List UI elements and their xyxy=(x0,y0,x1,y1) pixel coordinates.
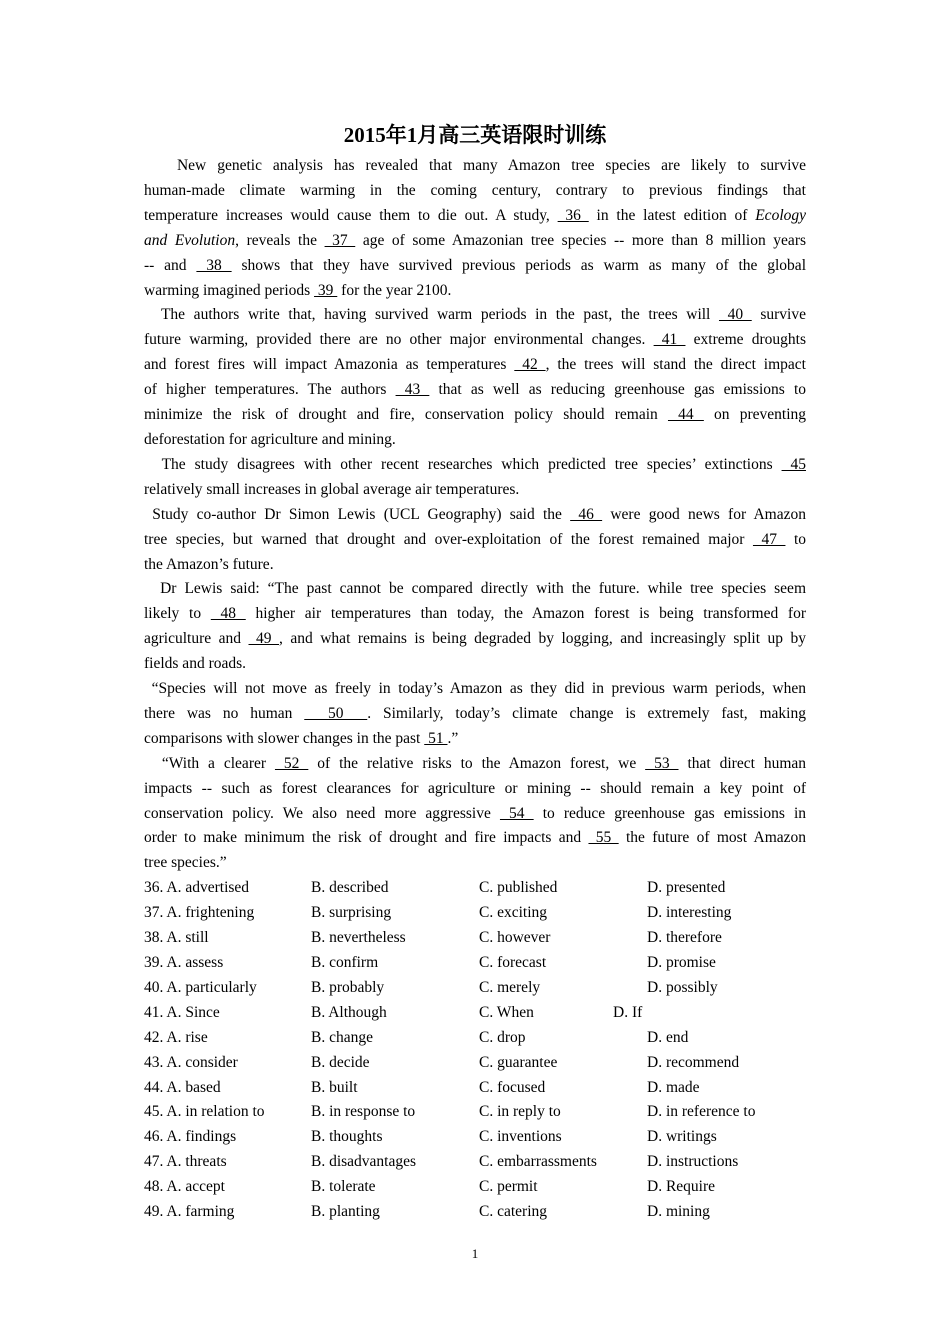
option-a: 36. A. advertised xyxy=(144,879,250,897)
answer-blank: 55 xyxy=(588,829,619,847)
option-a: 39. A. assess xyxy=(144,954,224,971)
option-b: B. Although xyxy=(311,1003,387,1021)
option-c: C. catering xyxy=(479,1203,548,1221)
option-b: B. surprising xyxy=(311,904,392,922)
journal-title: and Evolution xyxy=(144,231,236,249)
option-d: D. therefore xyxy=(647,929,722,947)
text-line: human-made climate warming in the coming century, contrary to previous findings that xyxy=(144,181,806,199)
option-b: B. decide xyxy=(311,1053,370,1071)
option-c: C. published xyxy=(479,879,558,897)
passage-paragraph xyxy=(144,677,806,752)
option-d: D. in reference to xyxy=(647,1103,756,1121)
option-c: C. exciting xyxy=(479,904,548,922)
option-b: B. change xyxy=(311,1028,373,1046)
text-line: and forest fires will impact Amazonia as temperatures 42 , the trees will stand the direct impact xyxy=(144,356,806,374)
answer-blank: 53 xyxy=(645,754,679,772)
document-page xyxy=(144,116,806,1225)
option-b: B. confirm xyxy=(311,954,379,971)
option-b: B. thoughts xyxy=(311,1128,383,1146)
text-line: New genetic analysis has revealed that many Amazon tree species are likely to survive xyxy=(176,157,807,174)
answer-blank: 54 xyxy=(499,804,534,822)
document-title: 2015年1月高三英语限时训练 xyxy=(343,123,607,147)
text-line: minimize the risk of drought and fire, conservation policy should remain 44 on preventing xyxy=(144,406,806,424)
option-row xyxy=(144,1175,806,1200)
option-b: B. tolerate xyxy=(311,1178,376,1196)
answer-blank: 52 xyxy=(274,754,309,772)
text-line: conservation policy. We also need more aggressive 54 to reduce greenhouse gas emissions in xyxy=(144,804,806,822)
text-line: of higher temperatures. The authors 43 that as well as reducing greenhouse gas emissions to xyxy=(144,381,806,399)
option-row xyxy=(144,1150,806,1175)
option-d: D. promise xyxy=(647,954,716,971)
option-b: B. disadvantages xyxy=(311,1153,417,1171)
answer-blank: 49 xyxy=(248,630,279,648)
answer-blank: 41 xyxy=(653,331,686,349)
answer-blank: 42 xyxy=(514,356,546,374)
text-line: impacts -- such as forest clearances for agriculture or mining -- should remain a key point of xyxy=(144,779,806,797)
passage-paragraph xyxy=(144,303,806,452)
text-line: -- and 38 shows that they have survived previous periods as warm as many of the global xyxy=(144,256,806,274)
option-a: 46. A. findings xyxy=(144,1128,237,1146)
text-line: The authors write that, having survived warm periods in the past, the trees will 40 survive xyxy=(160,306,806,324)
option-row xyxy=(144,1001,806,1026)
option-row xyxy=(144,926,806,951)
option-a: 37. A. frightening xyxy=(144,904,255,922)
option-b: B. nevertheless xyxy=(311,929,406,947)
option-d: D. end xyxy=(647,1028,689,1046)
text-line: likely to 48 higher air temperatures than today, the Amazon forest is being transformed for xyxy=(144,605,806,623)
option-d: D. interesting xyxy=(647,904,732,922)
option-row xyxy=(144,1200,806,1225)
option-b: B. in response to xyxy=(311,1103,416,1121)
text-line: there was no human 50 . Similarly, today’s climate change is extremely fast, making xyxy=(144,704,806,722)
text-line: the Amazon’s future. xyxy=(144,555,274,573)
option-d: D. recommend xyxy=(647,1053,740,1071)
passage-paragraph xyxy=(144,752,806,877)
option-c: C. however xyxy=(479,929,551,947)
passage-paragraph xyxy=(144,154,806,303)
option-c: C. guarantee xyxy=(479,1053,558,1071)
text-line: warming imagined periods 39 for the year 2100. xyxy=(144,281,452,299)
text-line: Dr Lewis said: “The past cannot be compared directly with the future. while tree species seem xyxy=(160,580,806,598)
option-row xyxy=(144,976,806,1001)
option-row xyxy=(144,1051,806,1076)
text-line: tree species, but warned that drought and over-exploitation of the forest remained major 47 to xyxy=(144,530,807,548)
answer-blank: 45 xyxy=(781,455,806,473)
option-row xyxy=(144,1026,806,1051)
answer-blank: 37 xyxy=(324,231,356,249)
option-d: D. instructions xyxy=(647,1153,739,1171)
option-b: B. planting xyxy=(311,1203,380,1221)
answer-blank: 39 xyxy=(314,281,338,299)
option-row xyxy=(144,876,806,901)
option-d: D. possibly xyxy=(647,978,718,996)
text-line: fields and roads. xyxy=(144,655,247,673)
option-c: C. in reply to xyxy=(479,1103,561,1121)
text-line: comparisons with slower changes in the past 51 .” xyxy=(144,729,459,747)
option-row xyxy=(144,1076,806,1101)
option-d: D. If xyxy=(613,1003,643,1021)
option-a: 38. A. still xyxy=(144,929,209,947)
option-b: B. probably xyxy=(311,978,385,996)
answer-blank: 43 xyxy=(395,381,430,399)
option-c: C. drop xyxy=(479,1028,526,1046)
option-c: C. forecast xyxy=(479,954,547,971)
option-d: D. writings xyxy=(647,1128,717,1146)
option-c: C. focused xyxy=(479,1078,546,1096)
option-row xyxy=(144,1100,806,1125)
option-c: C. permit xyxy=(479,1178,538,1196)
option-a: 41. A. Since xyxy=(144,1003,220,1021)
option-a: 47. A. threats xyxy=(144,1153,227,1171)
option-a: 45. A. in relation to xyxy=(144,1103,265,1121)
option-row xyxy=(144,901,806,926)
journal-title: Ecology xyxy=(755,206,807,224)
text-line: order to make minimum the risk of drought and fire impacts and 55 the future of most Amazon xyxy=(144,829,807,847)
answer-blank: 47 xyxy=(752,530,786,548)
answer-blank: 40 xyxy=(718,306,752,324)
text-line: and Evolution, reveals the 37 age of some Amazonian tree species -- more than 8 million years xyxy=(144,231,807,249)
option-c: C. When xyxy=(479,1003,534,1021)
answer-blank: 44 xyxy=(667,406,704,424)
text-line: Study co-author Dr Simon Lewis (UCL Geography) said the 46 were good news for Amazon xyxy=(152,505,806,523)
text-line: agriculture and 49 , and what remains is being degraded by logging, and increasingly split up by xyxy=(144,630,806,648)
answer-blank: 51 xyxy=(424,729,448,747)
text-line: deforestation for agriculture and mining. xyxy=(144,430,396,448)
option-a: 43. A. consider xyxy=(144,1053,238,1071)
answer-blank: 38 xyxy=(196,256,232,274)
text-line: tree species.” xyxy=(144,854,227,872)
passage-paragraph xyxy=(144,453,806,503)
option-b: B. built xyxy=(311,1078,358,1096)
passage-paragraph xyxy=(144,503,806,578)
option-c: C. embarrassments xyxy=(479,1153,597,1171)
answer-blank: 36 xyxy=(557,206,589,224)
option-d: D. Require xyxy=(647,1178,716,1196)
option-a: 48. A. accept xyxy=(144,1178,225,1196)
text-line: “Species will not move as freely in today’s Amazon as they did in previous warm periods, when xyxy=(151,680,807,698)
option-row xyxy=(144,951,806,976)
option-a: 49. A. farming xyxy=(144,1203,235,1221)
cloze-passage xyxy=(144,154,806,876)
answer-options xyxy=(144,876,806,1225)
text-line: “With a clearer 52 of the relative risks to the Amazon forest, we 53 that direct human xyxy=(161,754,807,772)
option-c: C. inventions xyxy=(479,1128,562,1146)
option-b: B. described xyxy=(311,879,389,897)
text-line: The study disagrees with other recent researches which predicted tree species’ extinctions 45 xyxy=(161,455,806,473)
option-d: D. mining xyxy=(647,1203,710,1221)
option-d: D. made xyxy=(647,1078,700,1096)
answer-blank: 48 xyxy=(210,605,246,623)
answer-blank: 50 xyxy=(304,704,368,722)
passage-paragraph xyxy=(144,577,806,677)
option-row xyxy=(144,1125,806,1150)
text-line: future warming, provided there are no other major environmental changes. 41 extreme droughts xyxy=(144,331,806,349)
option-a: 44. A. based xyxy=(144,1078,221,1096)
option-a: 40. A. particularly xyxy=(144,978,257,996)
option-c: C. merely xyxy=(479,978,541,996)
option-d: D. presented xyxy=(647,879,726,897)
text-line: temperature increases would cause them to die out. A study, 36 in the latest edition of Ecology xyxy=(144,206,807,224)
answer-blank: 46 xyxy=(570,505,603,523)
text-line: relatively small increases in global average air temperatures. xyxy=(144,480,520,498)
option-a: 42. A. rise xyxy=(144,1028,208,1046)
page-number: 1 xyxy=(471,1246,479,1261)
